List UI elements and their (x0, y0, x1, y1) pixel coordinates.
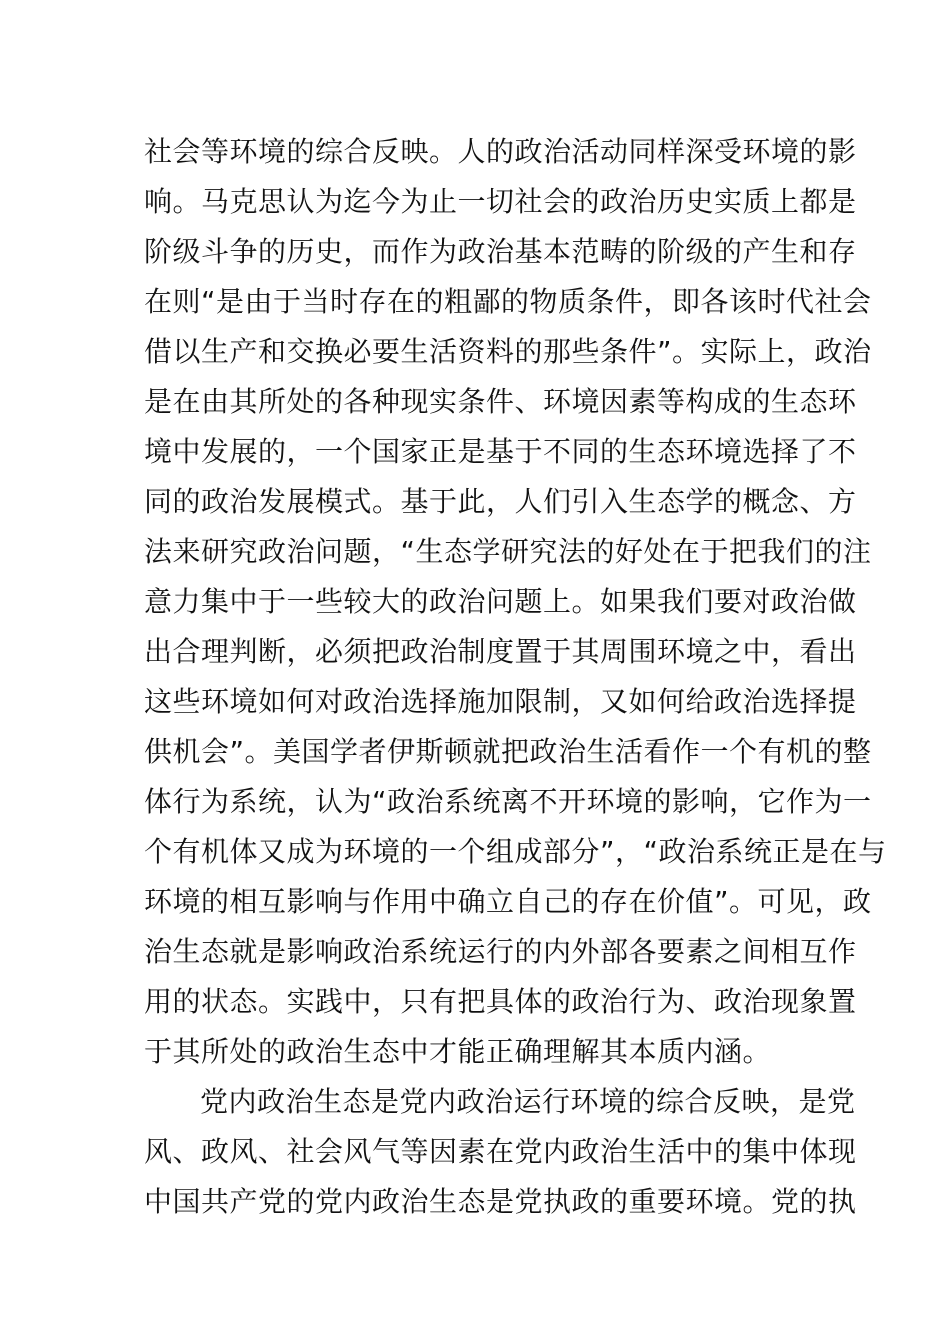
text-line: 意力集中于一些较大的政治问题上。如果我们要对政治做 (144, 585, 857, 618)
text-line: 社会等环境的综合反映。人的政治活动同样深受环境的影 (144, 135, 857, 168)
text-line: 在则“是由于当时存在的粗鄙的物质条件，即各该时代社会 (144, 285, 872, 318)
text-line: 个有机体又成为环境的一个组成部分”，“政治系统正是在与 (144, 835, 887, 868)
text-line: 体行为系统，认为“政治系统离不开环境的影响，它作为一 (144, 785, 872, 818)
text-line: 治生态就是影响政治系统运行的内外部各要素之间相互作 (144, 935, 857, 968)
text-line: 出合理判断，必须把政治制度置于其周围环境之中，看出 (144, 635, 857, 668)
text-line: 供机会”。美国学者伊斯顿就把政治生活看作一个有机的整 (144, 735, 872, 768)
paragraph-2 (144, 1077, 857, 1227)
text-line: 环境的相互影响与作用中确立自己的存在价值”。可见，政 (144, 885, 872, 918)
text-line: 于其所处的政治生态中才能正确理解其本质内涵。 (144, 1035, 772, 1068)
text-line: 是在由其所处的各种现实条件、环境因素等构成的生态环 (144, 385, 857, 418)
text-line: 法来研究政治问题，“生态学研究法的好处在于把我们的注 (144, 535, 872, 568)
text-line: 这些环境如何对政治选择施加限制，又如何给政治选择提 (144, 685, 857, 718)
text-line: 用的状态。实践中，只有把具体的政治行为、政治现象置 (144, 985, 857, 1018)
body-text (144, 127, 887, 1227)
text-line: 阶级斗争的历史，而作为政治基本范畴的阶级的产生和存 (144, 235, 857, 268)
paragraph-1 (144, 127, 887, 1077)
text-line: 中国共产党的党内政治生态是党执政的重要环境。党的执 (144, 1185, 857, 1218)
text-line: 同的政治发展模式。基于此，人们引入生态学的概念、方 (144, 485, 857, 518)
text-line: 风、政风、社会风气等因素在党内政治生活中的集中体现 (144, 1135, 857, 1168)
text-line: 响。马克思认为迄今为止一切社会的政治历史实质上都是 (144, 185, 857, 218)
text-line: 借以生产和交换必要生活资料的那些条件”。实际上，政治 (144, 335, 872, 368)
text-line: 党内政治生态是党内政治运行环境的综合反映，是党 (200, 1085, 856, 1118)
text-line: 境中发展的，一个国家正是基于不同的生态环境选择了不 (144, 435, 857, 468)
